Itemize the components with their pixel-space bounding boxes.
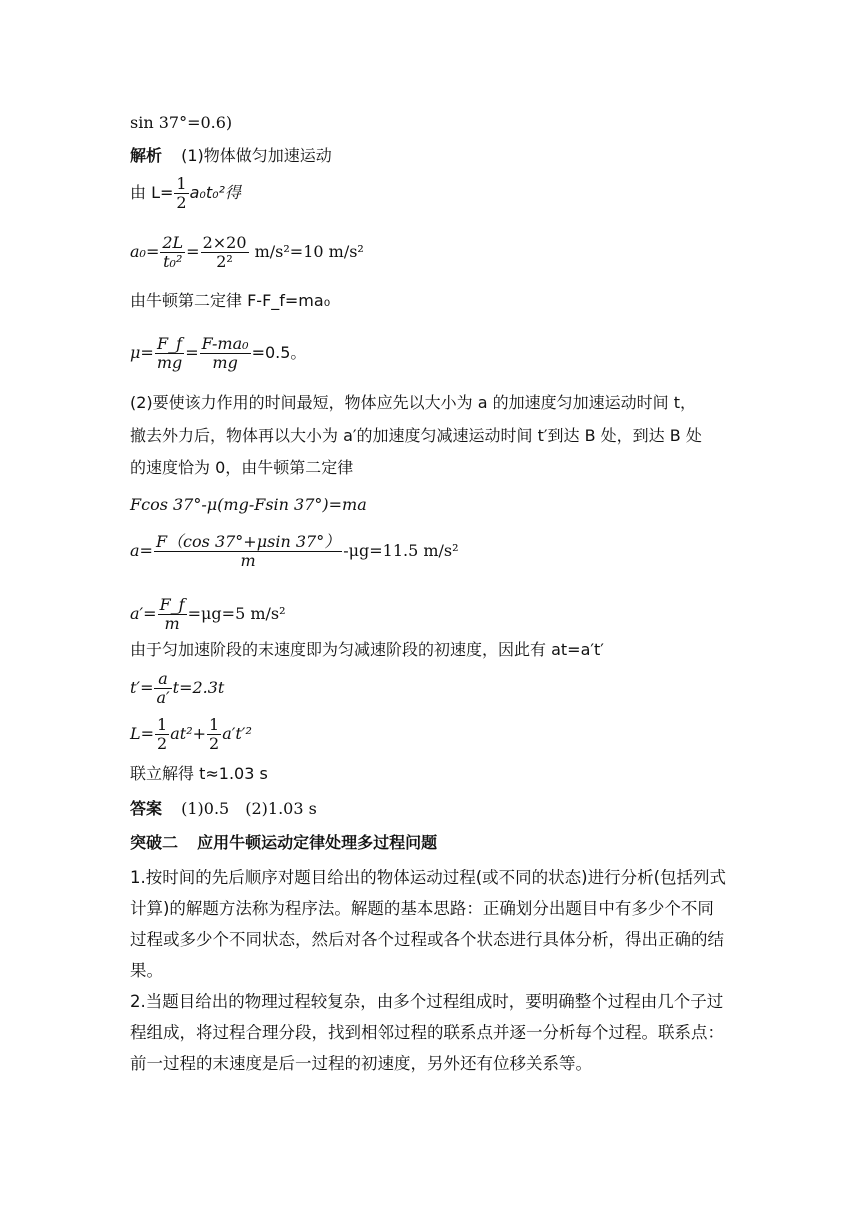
fraction-numerator: 1	[157, 715, 168, 734]
fraction-denominator: m	[240, 551, 256, 570]
formula-acceleration-a	[130, 533, 459, 570]
formula-text: =μg=5 m/s²	[187, 604, 286, 623]
part2-text-line3: 的速度恰为 0，由牛顿第二定律	[130, 458, 354, 477]
formula-text: t=2.3t	[172, 678, 225, 697]
fraction	[155, 335, 184, 372]
fraction-numerator: a	[154, 670, 171, 689]
velocity-relation-line: 由于匀加速阶段的末速度即为匀减速阶段的初速度，因此有 at=a′t′	[130, 640, 604, 659]
fraction	[201, 234, 249, 271]
formula-text: a′=	[130, 604, 157, 623]
fraction-numerator: 1	[176, 174, 187, 193]
fraction	[154, 670, 171, 707]
formula-text: at²+	[170, 724, 207, 743]
section-title: 应用牛顿运动定律处理多过程问题	[197, 833, 438, 852]
fraction	[154, 533, 342, 570]
part2-text-line2: 撤去外力后，物体再以大小为 a′的加速度匀减速运动时间 t′到达 B 处，到达 B 处	[130, 426, 702, 445]
fraction-denominator: 2	[209, 734, 220, 753]
formula-text: a=	[130, 541, 153, 560]
fraction	[207, 716, 221, 753]
fraction-numerator: F-ma₀	[201, 334, 249, 353]
analysis-line	[130, 145, 332, 167]
answer-values: (1)0.5 (2)1.03 s	[181, 799, 317, 818]
formula-text: a₀t₀²得	[189, 183, 241, 202]
fraction	[158, 596, 187, 633]
formula-friction-coefficient: μ= $\frac{F\_f}{mg}$ = $\frac{\text{F-ma₀}}{mg}$ =0.5。	[130, 334, 307, 372]
fraction-denominator: a′	[156, 688, 170, 707]
fraction-denominator: mg	[212, 353, 238, 372]
fraction-denominator: 2	[157, 734, 168, 753]
formula-text: μ=	[130, 343, 154, 362]
fraction-numerator: F（cos 37°+μsin 37°）	[155, 532, 341, 551]
fraction	[200, 335, 251, 372]
formula-text: t′=	[130, 678, 154, 697]
fraction-denominator: m	[164, 614, 180, 633]
fraction-numerator: F_f	[159, 595, 185, 614]
formula-acceleration: a₀= $\frac{2L}{\text{t₀²}}$ = $\frac{2\times 20}{\text{2²}}$ m/s²=10 m/s²	[130, 233, 364, 271]
formula-text: m/s²=10 m/s²	[249, 242, 364, 261]
section-label: 突破二	[130, 833, 179, 852]
fraction-denominator: t₀²	[163, 252, 183, 271]
newton-second-law-line: 由牛顿第二定律 F-F_f=ma₀	[130, 291, 331, 310]
formula-force-balance: Fcos 37°-μ(mg-Fsin 37°)=ma	[130, 495, 367, 514]
fraction-denominator: mg	[156, 353, 183, 372]
formula-text: 由 L=	[130, 183, 174, 202]
fraction	[155, 716, 169, 753]
formula-deceleration	[130, 596, 286, 633]
fraction-numerator: 2L	[162, 233, 184, 252]
formula-total-length	[130, 716, 252, 753]
analysis-heading: 解析	[130, 146, 163, 165]
solve-result-line: 联立解得 t≈1.03 s	[130, 764, 268, 783]
paragraph-procedure-method: 1.按时间的先后顺序对题目给出的物体运动过程(或不同的状态)进行分析(包括列式计算)的解题方法称为程序法。解题的基本思路：正确划分出题目中有多少个不同过程或多少个不同状态，然后对各个过程或各个状态进行具体分析，得出正确的结果。	[130, 868, 727, 980]
analysis-part1: (1)物体做匀加速运动	[181, 146, 332, 165]
fraction-numerator: 1	[209, 715, 220, 734]
formula-text: a₀=	[130, 242, 160, 261]
answer-heading: 答案	[130, 799, 163, 818]
section-heading	[130, 832, 437, 854]
condition-tail: sin 37°=0.6)	[130, 113, 233, 132]
fraction	[174, 175, 188, 212]
formula-text: L=	[130, 724, 155, 743]
formula-displacement	[130, 175, 241, 212]
paragraph-multi-process: 2.当题目给出的物理过程较复杂，由多个过程组成时，要明确整个过程由几个子过程组成，将过程合理分段，找到相邻过程的联系点并逐一分析每个过程。联系点：前一过程的末速度是后一过程的初速度，另外还有位移关系等。	[130, 992, 724, 1073]
fraction-numerator: 2×20	[202, 233, 247, 252]
fraction-denominator: 2²	[216, 252, 233, 271]
formula-text: -μg=11.5 m/s²	[343, 541, 459, 560]
fraction-numerator: F_f	[155, 335, 184, 354]
fraction	[160, 234, 185, 271]
fraction-denominator: 2	[176, 193, 187, 212]
formula-text: a′t′²	[222, 724, 252, 743]
answer-line	[130, 798, 317, 820]
part2-text-line1: (2)要使该力作用的时间最短，物体应先以大小为 a 的加速度匀加速运动时间 t，	[130, 393, 697, 412]
formula-time-ratio	[130, 670, 224, 707]
formula-text: =0.5。	[251, 343, 307, 362]
